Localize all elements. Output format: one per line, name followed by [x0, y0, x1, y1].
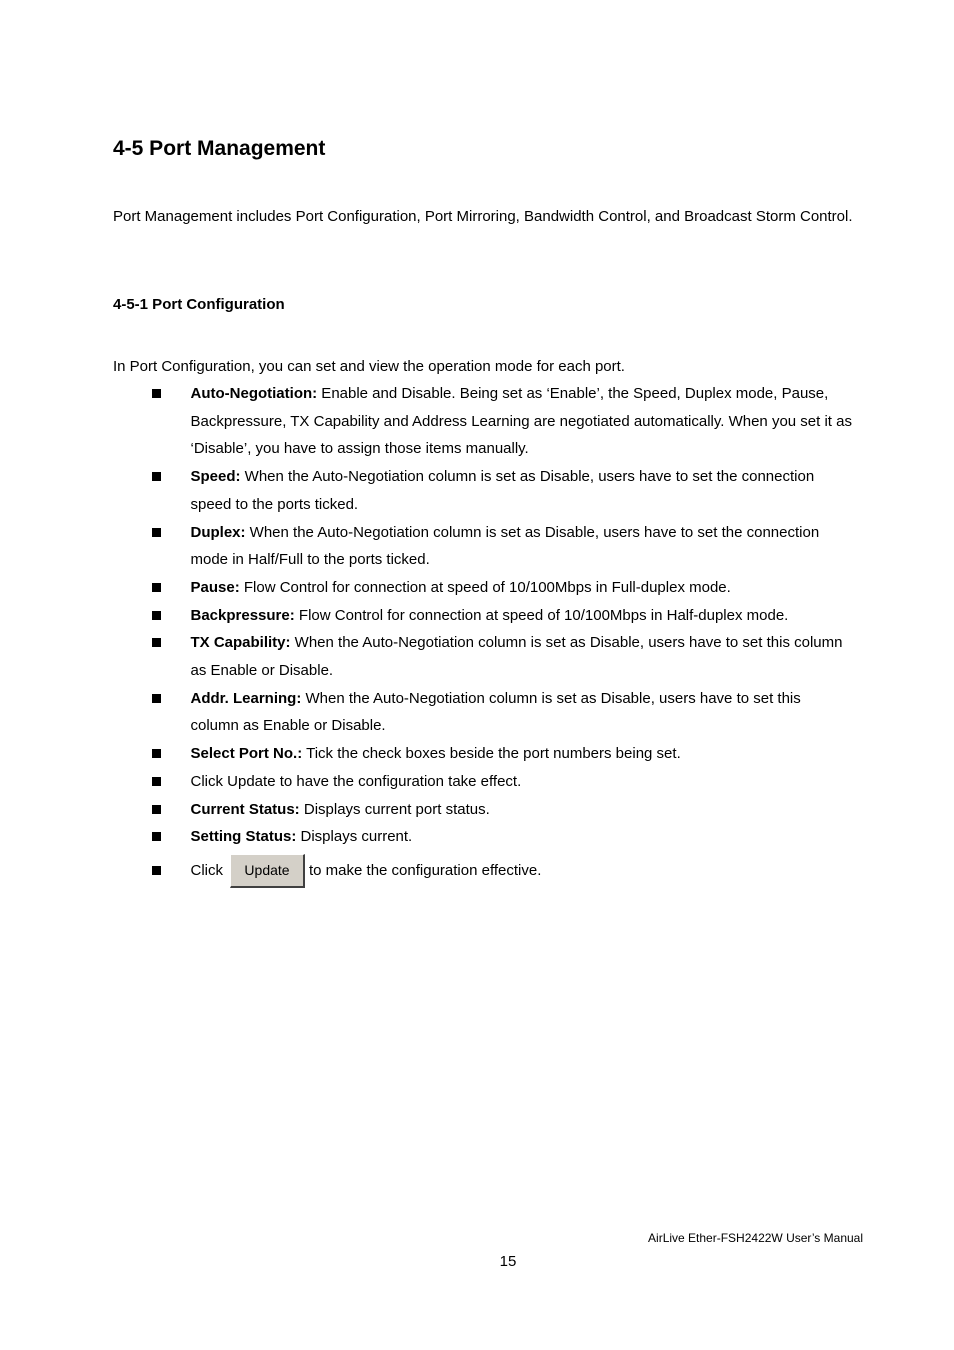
term-description: Displays current port status.: [299, 800, 490, 818]
subsection-title: 4-5-1 Port Configuration: [113, 296, 285, 313]
term-description: When the Auto-Negotiation column is set as Disable, users have to set the connection mode in Half/Full to the ports ticked.: [190, 523, 820, 569]
term-label: Select Port No.:: [190, 745, 303, 763]
square-bullet-icon: [152, 611, 161, 620]
term-label: Addr. Learning:: [190, 689, 302, 707]
click-prefix: Click: [190, 861, 223, 879]
square-bullet-icon: [152, 805, 161, 814]
click-suffix: to make the configuration effective.: [309, 861, 542, 879]
list-item-tx-capability: [152, 629, 852, 684]
square-bullet-icon: [152, 472, 161, 481]
term-label: Auto-Negotiation:: [190, 385, 318, 402]
term-label: Current Status:: [190, 800, 300, 818]
list-item-pause: [152, 574, 852, 602]
update-button[interactable]: Update: [230, 854, 305, 888]
section-intro: Port Management includes Port Configuration, Port Mirroring, Bandwidth Control, and Broadcast Storm Control.: [113, 208, 853, 225]
square-bullet-icon: [152, 866, 161, 875]
list-item-addr-learning: [152, 685, 852, 740]
square-bullet-icon: [152, 638, 161, 647]
term-description: Tick the check boxes beside the port numbers being set.: [302, 745, 681, 763]
square-bullet-icon: [152, 832, 161, 841]
square-bullet-icon: [152, 749, 161, 758]
term-description: Enable and Disable. Being set as ‘Enable’, the Speed, Duplex mode, Pause, Backpressure, TX Capability and Address Learning are negotiated automatically. When you set it as ‘Disable’, you have to assign those items manually.: [190, 385, 852, 458]
list-item-update-button: [152, 854, 852, 888]
term-label: Setting Status:: [190, 828, 297, 846]
list-item-select-port: [152, 740, 852, 768]
footer-manual-title: AirLive Ether-FSH2422W User’s Manual: [648, 1231, 863, 1245]
term-description: Click Update to have the configuration take effect.: [190, 772, 522, 790]
term-label: Backpressure:: [190, 606, 295, 624]
option-list: [152, 380, 852, 888]
term-label: Duplex:: [190, 523, 246, 541]
list-item-speed: [152, 463, 852, 518]
term-description: Flow Control for connection at speed of 10/100Mbps in Full-duplex mode.: [239, 578, 731, 596]
list-item-current-status: [152, 796, 852, 824]
square-bullet-icon: [152, 583, 161, 592]
list-item-duplex: [152, 519, 852, 574]
page-number: 15: [499, 1253, 517, 1270]
square-bullet-icon: [152, 389, 161, 398]
term-description: Flow Control for connection at speed of 10/100Mbps in Half-duplex mode.: [294, 606, 789, 624]
term-label: TX Capability:: [190, 634, 291, 652]
list-item-click-update: [152, 768, 852, 796]
term-label: Pause:: [190, 578, 240, 596]
square-bullet-icon: [152, 528, 161, 537]
term-description: When the Auto-Negotiation column is set as Disable, users have to set this column as Enable or Disable.: [190, 634, 843, 680]
square-bullet-icon: [152, 694, 161, 703]
term-description: When the Auto-Negotiation column is set as Disable, users have to set the connection speed to the ports ticked.: [190, 468, 815, 513]
list-item-setting-status: [152, 823, 852, 851]
subsection-intro: In Port Configuration, you can set and view the operation mode for each port.: [113, 358, 625, 375]
list-item-auto-negotiation: [152, 380, 852, 463]
list-item-backpressure: [152, 602, 852, 630]
section-title: 4-5 Port Management: [113, 137, 326, 160]
square-bullet-icon: [152, 777, 161, 786]
term-description: When the Auto-Negotiation column is set as Disable, users have to set this column as Enable or Disable.: [190, 689, 801, 735]
term-description: Displays current.: [296, 828, 413, 846]
term-label: Speed:: [190, 468, 241, 486]
